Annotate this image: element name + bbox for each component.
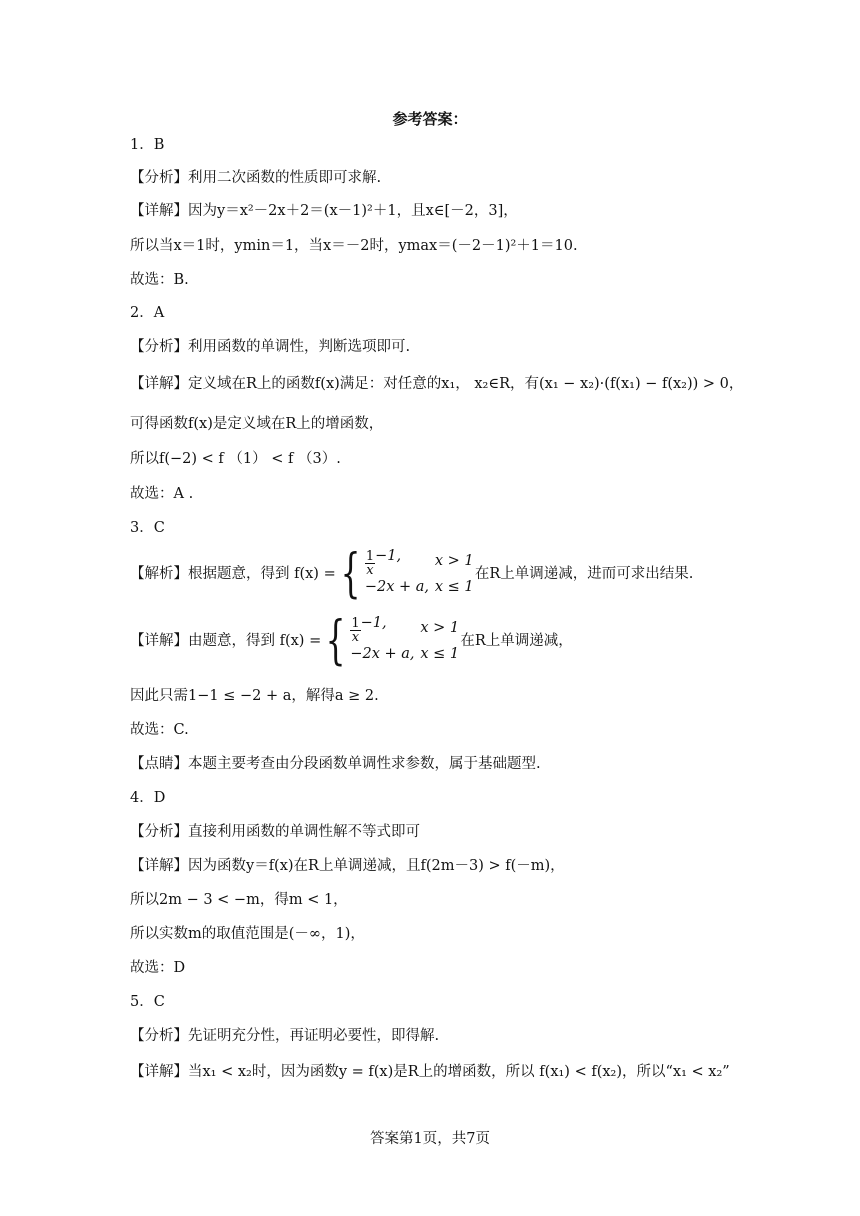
- answer-2: 2．A: [130, 305, 165, 321]
- detail-4-range: 所以实数m的取值范围是(－∞，1)，: [130, 926, 365, 942]
- piecewise-function: $\frac{1}{x}$ −1, x > 1 −2x + a, x ≤ 1: [364, 547, 474, 595]
- choice-2: 故选：A .: [130, 486, 194, 502]
- analysis-5: 【分析】先证明充分性，再证明必要性，即得解.: [130, 1028, 440, 1044]
- detail-1-cont: 所以当x＝1时，ymin＝1，当x＝－2时，ymax＝(－2－1)²＋1＝10.: [130, 238, 578, 254]
- analysis-3-suffix: 在R上单调递减，进而可求出结果.: [474, 566, 694, 582]
- answer-3: 3．C: [130, 520, 165, 536]
- fraction: $\frac{1}{x}$: [351, 615, 360, 645]
- fraction: $\frac{1}{x}$: [365, 548, 375, 578]
- page-title: 参考答案：: [392, 110, 468, 128]
- choice-1: 故选：B.: [130, 272, 189, 288]
- piecewise-brace: {: [340, 544, 361, 604]
- detail-5: 【详解】当x₁ < x₂时，因为函数y = f(x)是R上的增函数，所以 f(x₁) < f(x₂)，所以“x₁ < x₂”: [130, 1064, 730, 1080]
- detail-2: 【详解】定义域在R上的函数f(x)满足：对任意的x₁， x₂∈R，有(x₁ − x₂)·(f(x₁) − f(x₂)) > 0，: [130, 376, 744, 392]
- analysis-1: 【分析】利用二次函数的性质即可求解.: [130, 170, 382, 186]
- analysis-3: [130, 544, 694, 604]
- detail-1: 【详解】因为y＝x²－2x＋2＝(x－1)²＋1，且x∈[－2，3]，: [130, 203, 518, 219]
- piecewise-function: $\frac{1}{x}$ −1, x > 1 −2x + a, x ≤ 1: [350, 614, 460, 662]
- analysis-3-prefix: 【解析】根据题意，得到 f(x) =: [130, 566, 336, 582]
- detail-3-cont: 因此只需1−1 ≤ −2 + a，解得a ≥ 2.: [130, 688, 379, 704]
- detail-3-suffix: 在R上单调递减，: [460, 633, 573, 649]
- detail-4: 【详解】因为函数y＝f(x)在R上单调递减，且f(2m－3) > f(－m)，: [130, 858, 565, 874]
- detail-2-conclusion: 所以f(−2) < f （1） < f （3）.: [130, 451, 341, 467]
- comment-3: 【点睛】本题主要考查由分段函数单调性求参数，属于基础题型.: [130, 756, 541, 772]
- page-footer: 答案第1页，共7页: [370, 1131, 490, 1147]
- detail-3: [130, 611, 573, 671]
- answer-5: 5．C: [130, 994, 165, 1010]
- choice-4: 故选：D: [130, 960, 186, 976]
- answer-1: 1．B: [130, 137, 165, 153]
- analysis-2: 【分析】利用函数的单调性，判断选项即可.: [130, 339, 411, 355]
- answer-4: 4．D: [130, 790, 166, 806]
- detail-3-prefix: 【详解】由题意，得到 f(x) =: [130, 633, 322, 649]
- piecewise-brace: {: [325, 611, 346, 671]
- detail-2-cont: 可得函数f(x)是定义域在R上的增函数，: [130, 416, 384, 432]
- choice-3: 故选：C.: [130, 722, 189, 738]
- analysis-4: 【分析】直接利用函数的单调性解不等式即可: [130, 824, 420, 840]
- detail-4-cont: 所以2m − 3 < −m，得m < 1，: [130, 892, 348, 908]
